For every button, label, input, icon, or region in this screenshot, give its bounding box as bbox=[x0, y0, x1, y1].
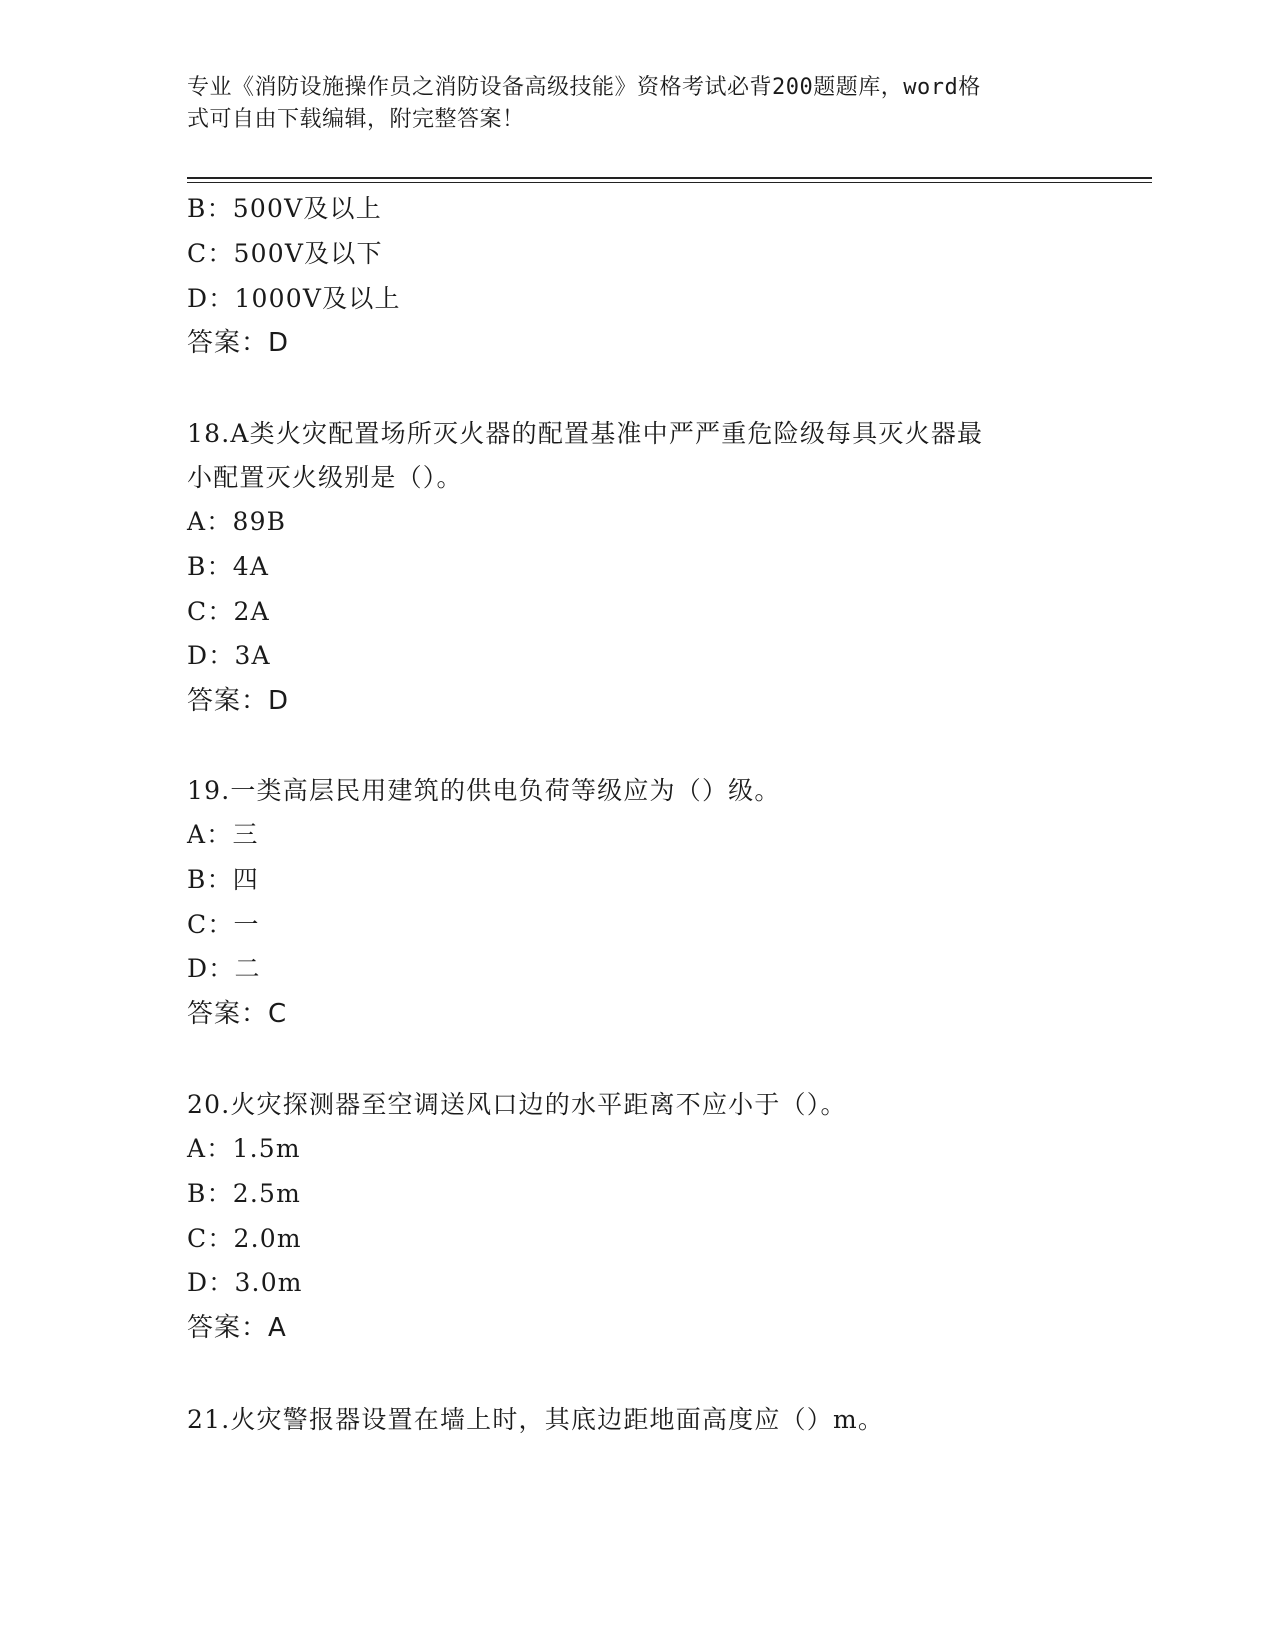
q20-answer: 答案：A bbox=[187, 1313, 287, 1343]
q18-stem-line-2: 小配置灭火级别是（）。 bbox=[187, 463, 463, 492]
q20-option-b: B：2.5m bbox=[187, 1179, 302, 1208]
prev-option-c: C：500V及以下 bbox=[187, 239, 383, 268]
q18-option-a: A：89B bbox=[187, 507, 287, 536]
q21-stem: 21.火灾警报器设置在墙上时，其底边距地面高度应（）m。 bbox=[187, 1405, 885, 1434]
q19-option-b: B：四 bbox=[187, 865, 259, 894]
q20-option-d: D：3.0m bbox=[187, 1268, 303, 1297]
q20-option-a: A：1.5m bbox=[187, 1134, 301, 1163]
q18-option-b: B：4A bbox=[187, 552, 270, 581]
q18-answer: 答案：D bbox=[187, 686, 290, 716]
q19-answer: 答案：C bbox=[187, 999, 288, 1029]
q19-option-a: A：三 bbox=[187, 820, 259, 849]
prev-answer: 答案：D bbox=[187, 328, 290, 358]
q19-option-c: C：一 bbox=[187, 910, 260, 939]
q20-stem: 20.火灾探测器至空调送风口边的水平距离不应小于（）。 bbox=[187, 1090, 847, 1119]
q19-stem: 19.一类高层民用建筑的供电负荷等级应为（）级。 bbox=[187, 776, 781, 805]
q18-option-c: C：2A bbox=[187, 597, 270, 626]
header-divider-thin bbox=[187, 182, 1152, 183]
header-line-2: 式可自由下载编辑，附完整答案！ bbox=[187, 107, 525, 132]
q18-option-d: D：3A bbox=[187, 641, 271, 670]
prev-option-b: B：500V及以上 bbox=[187, 194, 382, 223]
q20-option-c: C：2.0m bbox=[187, 1224, 302, 1253]
header-divider-thick bbox=[187, 177, 1152, 179]
prev-option-d: D：1000V及以上 bbox=[187, 284, 401, 313]
q19-option-d: D：二 bbox=[187, 954, 261, 983]
header-line-1: 专业《消防设施操作员之消防设备高级技能》资格考试必背200题题库，word格 bbox=[187, 75, 981, 100]
document-header bbox=[187, 72, 1087, 136]
q18-stem-line-1: 18.A类火灾配置场所灭火器的配置基准中严严重危险级每具灭火器最 bbox=[187, 419, 984, 448]
